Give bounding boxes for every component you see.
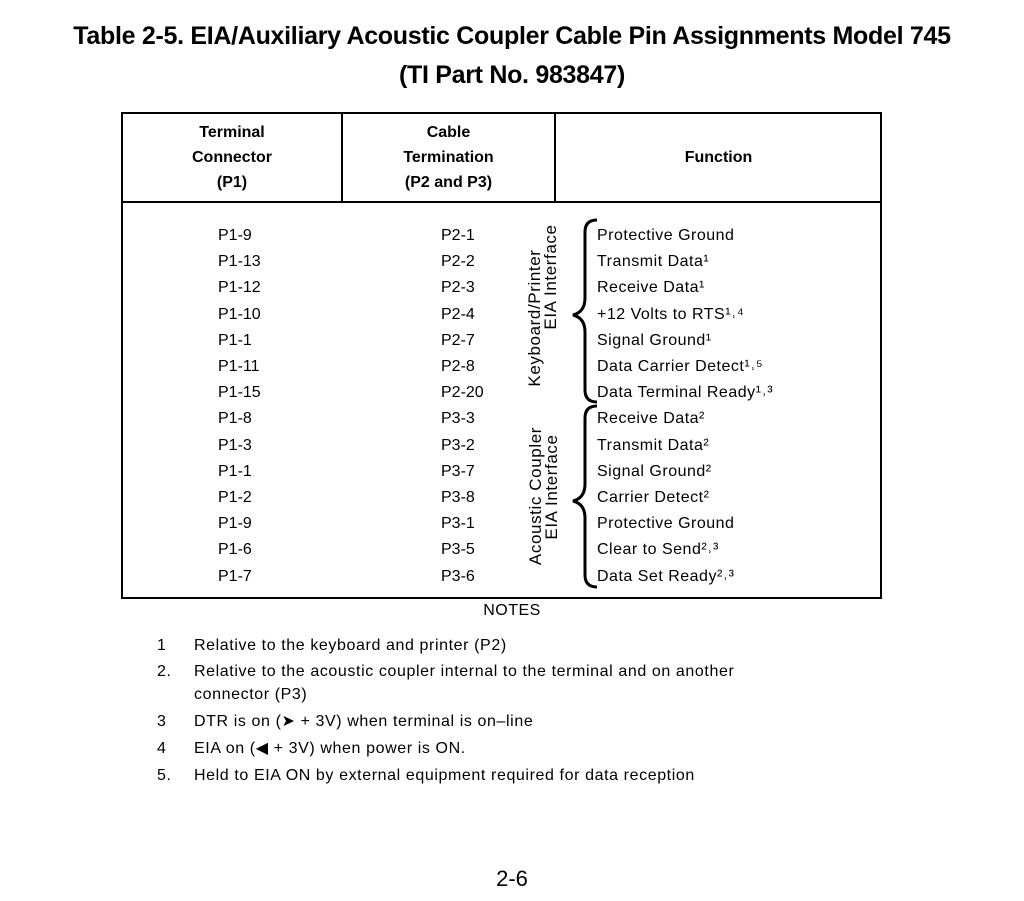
table-cell-pin-p1: P1-3	[218, 436, 252, 454]
table-cell-pin-p1: P1-1	[218, 462, 252, 480]
table-cell-cable-termination: P2-3	[441, 279, 475, 297]
table-cell-function: Protective Ground	[597, 515, 735, 533]
note-text-continuation: connector (P3)	[194, 686, 308, 703]
note-number: 5.	[157, 767, 172, 784]
table-cell-pin-p1: P1-7	[218, 567, 252, 585]
table-cell-function: Signal Ground¹	[597, 331, 712, 349]
header-function: Function	[684, 149, 753, 166]
header-rule	[123, 201, 880, 203]
note-text: EIA on (◀ + 3V) when power is ON.	[194, 740, 466, 757]
page-number: 2-6	[496, 866, 528, 891]
table-cell-pin-p1: P1-8	[218, 410, 252, 428]
table-cell-pin-p1: P1-9	[218, 227, 252, 244]
note-item	[157, 738, 466, 760]
header-cable-termination: Cable Termination (P2 and P3)	[403, 124, 494, 191]
table-cell-cable-termination: P2-7	[441, 331, 475, 349]
table-cell-cable-termination: P2-2	[441, 253, 475, 271]
table-cell-pin-p1: P1-6	[218, 541, 252, 559]
brace-keyboard-group	[563, 218, 603, 404]
table-cell-function: Protective Ground	[597, 227, 735, 244]
table-cell-function: Receive Data²	[597, 410, 705, 428]
table-cell-pin-p1: P1-1	[218, 331, 252, 349]
table-cell-cable-termination: P3-7	[441, 462, 475, 480]
group-label-eia-interface-1: EIA Interface	[541, 224, 560, 330]
note-text: Relative to the acoustic coupler internal to the terminal and on another	[194, 663, 735, 680]
note-item	[157, 635, 507, 657]
table-cell-function: Signal Ground²	[597, 462, 712, 480]
notes-title: NOTES	[483, 602, 541, 619]
table-cell-cable-termination: P3-8	[441, 489, 475, 506]
note-text: Relative to the keyboard and printer (P2)	[194, 637, 507, 654]
table-cell-function: Data Carrier Detect¹˒⁵	[597, 358, 764, 375]
table-cell-pin-p1: P1-13	[218, 253, 261, 271]
table-cell-function: +12 Volts to RTS¹˒⁴	[597, 305, 745, 323]
note-text: Held to EIA ON by external equipment required for data reception	[194, 767, 695, 784]
table-cell-cable-termination: P2-20	[441, 384, 484, 402]
pin-assignment-table	[121, 112, 882, 599]
table-cell-function: Receive Data¹	[597, 279, 705, 297]
brace-coupler-group	[563, 404, 603, 589]
table-cell-pin-p1: P1-12	[218, 279, 261, 297]
note-item	[157, 765, 695, 787]
table-cell-cable-termination: P3-2	[441, 436, 475, 454]
table-subtitle: (TI Part No. 983847)	[398, 61, 626, 89]
note-number: 1	[157, 637, 167, 654]
table-cell-cable-termination: P3-5	[441, 541, 475, 559]
table-cell-cable-termination: P2-4	[441, 305, 475, 323]
note-number: 2.	[157, 663, 172, 680]
table-cell-pin-p1: P1-15	[218, 384, 261, 402]
table-cell-pin-p1: P1-11	[218, 358, 260, 375]
header-terminal-connector: Terminal Connector (P1)	[192, 124, 272, 191]
table-cell-pin-p1: P1-10	[218, 305, 261, 323]
table-cell-function: Carrier Detect²	[597, 489, 710, 506]
note-item	[157, 661, 734, 683]
table-cell-function: Clear to Send²˒³	[597, 541, 719, 559]
table-cell-cable-termination: P2-8	[441, 358, 475, 375]
group-label-keyboard-printer: Keyboard/Printer	[525, 249, 544, 387]
table-cell-function: Data Terminal Ready¹˒³	[597, 384, 774, 402]
table-cell-function: Data Set Ready²˒³	[597, 567, 735, 585]
table-cell-cable-termination: P3-3	[441, 410, 475, 428]
group-label-eia-interface-2: EIA Interface	[542, 434, 561, 540]
table-cell-cable-termination: P3-6	[441, 567, 475, 585]
note-number: 4	[157, 740, 167, 757]
table-cell-pin-p1: P1-9	[218, 515, 252, 533]
note-number: 3	[157, 713, 167, 730]
group-label-acoustic-coupler: Acoustic Coupler	[526, 426, 545, 566]
table-cell-function: Transmit Data¹	[597, 253, 710, 271]
table-cell-cable-termination: P3-1	[441, 515, 475, 533]
note-item	[157, 711, 533, 733]
note-text: DTR is on (➤ + 3V) when terminal is on–line	[194, 713, 534, 730]
table-cell-pin-p1: P1-2	[218, 489, 252, 506]
table-cell-function: Transmit Data²	[597, 436, 710, 454]
table-cell-cable-termination: P2-1	[441, 227, 475, 244]
table-title: Table 2-5. EIA/Auxiliary Acoustic Coupler Cable Pin Assignments Model 745	[73, 22, 951, 50]
